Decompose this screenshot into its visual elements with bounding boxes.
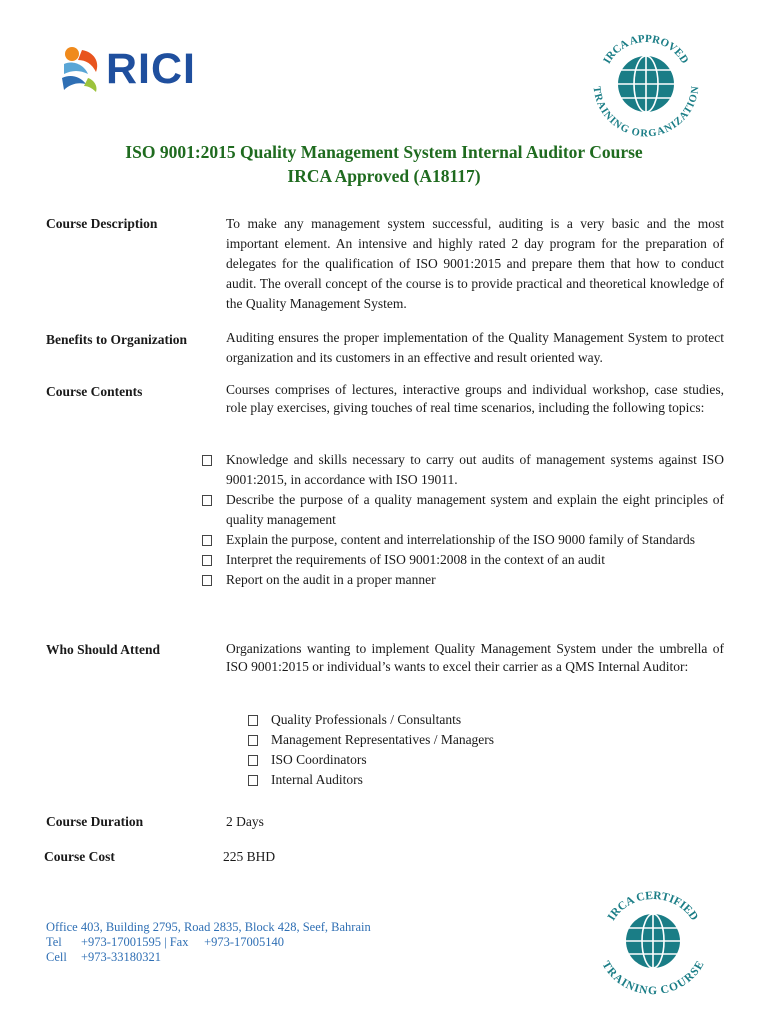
- rici-logo: [58, 42, 208, 96]
- course-duration-label: Course Duration: [46, 814, 144, 829]
- contact-footer: [46, 920, 371, 965]
- checkbox-bullet-icon: [202, 575, 212, 586]
- list-item: Describe the purpose of a quality management system and explain the eight principles of quality management: [202, 490, 724, 530]
- list-item: Interpret the requirements of ISO 9001:2008 in the context of an audit: [202, 550, 724, 570]
- course-description-label: Course Description: [46, 216, 158, 231]
- seal-top-text-upper: IRCA APPROVED: [601, 32, 691, 66]
- seal-bottom-text-upper: IRCA CERTIFIED: [605, 889, 701, 923]
- checkbox-bullet-icon: [248, 715, 258, 726]
- seal-bottom-text-lower: TRAINING COURSE: [599, 959, 707, 996]
- audience-list: [248, 710, 494, 790]
- checkbox-bullet-icon: [202, 555, 212, 566]
- checkbox-bullet-icon: [202, 535, 212, 546]
- list-item: Knowledge and skills necessary to carry out audits of management systems against ISO 9001:2015, in accordance with ISO 19011.: [202, 450, 724, 490]
- seal-top-text-lower: TRAINING ORGANIZATION: [590, 85, 702, 140]
- checkbox-bullet-icon: [202, 455, 212, 466]
- course-contents-label: Course Contents: [46, 384, 143, 399]
- rici-logo-mark-icon: [58, 44, 104, 94]
- checkbox-bullet-icon: [202, 495, 212, 506]
- footer-tel-value: +973-17001595 | Fax +973-17005140: [81, 935, 285, 949]
- checkbox-bullet-icon: [248, 735, 258, 746]
- course-contents-text: Courses comprises of lectures, interactive groups and individual workshop, case studies, role play exercises, giving touches of real time scenarios, including the following topics:: [226, 382, 724, 415]
- course-description-text: To make any management system successful, auditing is a very basic and the most important element. An intensive and highly rated 2 day program for the preparation of delegates for the qualification of ISO 9001:2015 and prepare them that how to conduct audit. The overall concept of the course is to provide practical and theoretical knowledge of the Quality Management System.: [226, 216, 724, 311]
- list-item: ISO Coordinators: [248, 750, 494, 770]
- benefits-label: Benefits to Organization: [46, 332, 187, 347]
- list-item: Report on the audit in a proper manner: [202, 570, 724, 590]
- footer-cell-value: +973-33180321: [81, 950, 161, 964]
- topics-list: [202, 450, 724, 590]
- list-item: Quality Professionals / Consultants: [248, 710, 494, 730]
- footer-cell-row: [46, 950, 371, 965]
- list-item: Internal Auditors: [248, 770, 494, 790]
- who-should-attend-label: Who Should Attend: [46, 642, 161, 657]
- benefits-text: Auditing ensures the proper implementation of the Quality Management System to protect organization and its customers in an effective and result oriented way.: [226, 330, 724, 365]
- irca-certified-seal-icon: [586, 886, 720, 996]
- course-approval-code: IRCA Approved (A18117): [287, 166, 481, 186]
- footer-tel-row: [46, 935, 371, 950]
- list-item: Management Representatives / Managers: [248, 730, 494, 750]
- list-item: Explain the purpose, content and interrelationship of the ISO 9000 family of Standards: [202, 530, 724, 550]
- course-cost-value: 225 BHD: [223, 849, 276, 864]
- checkbox-bullet-icon: [248, 755, 258, 766]
- course-title: ISO 9001:2015 Quality Management System Internal Auditor Course: [125, 142, 643, 162]
- who-should-attend-text: Organizations wanting to implement Quality Management System under the umbrella of ISO 9001:2015 or individual’s wants to excel their carrier as a QMS Internal Auditor:: [226, 641, 724, 674]
- footer-address: Office 403, Building 2795, Road 2835, Block 428, Seef, Bahrain: [46, 920, 371, 934]
- irca-approved-seal-icon: [586, 24, 706, 144]
- course-cost-label: Course Cost: [44, 849, 115, 864]
- course-duration-value: 2 Days: [226, 814, 264, 829]
- checkbox-bullet-icon: [248, 775, 258, 786]
- footer-tel-label: Tel: [46, 935, 62, 949]
- footer-cell-label: Cell: [46, 950, 67, 964]
- rici-logo-text: RICI: [106, 44, 196, 93]
